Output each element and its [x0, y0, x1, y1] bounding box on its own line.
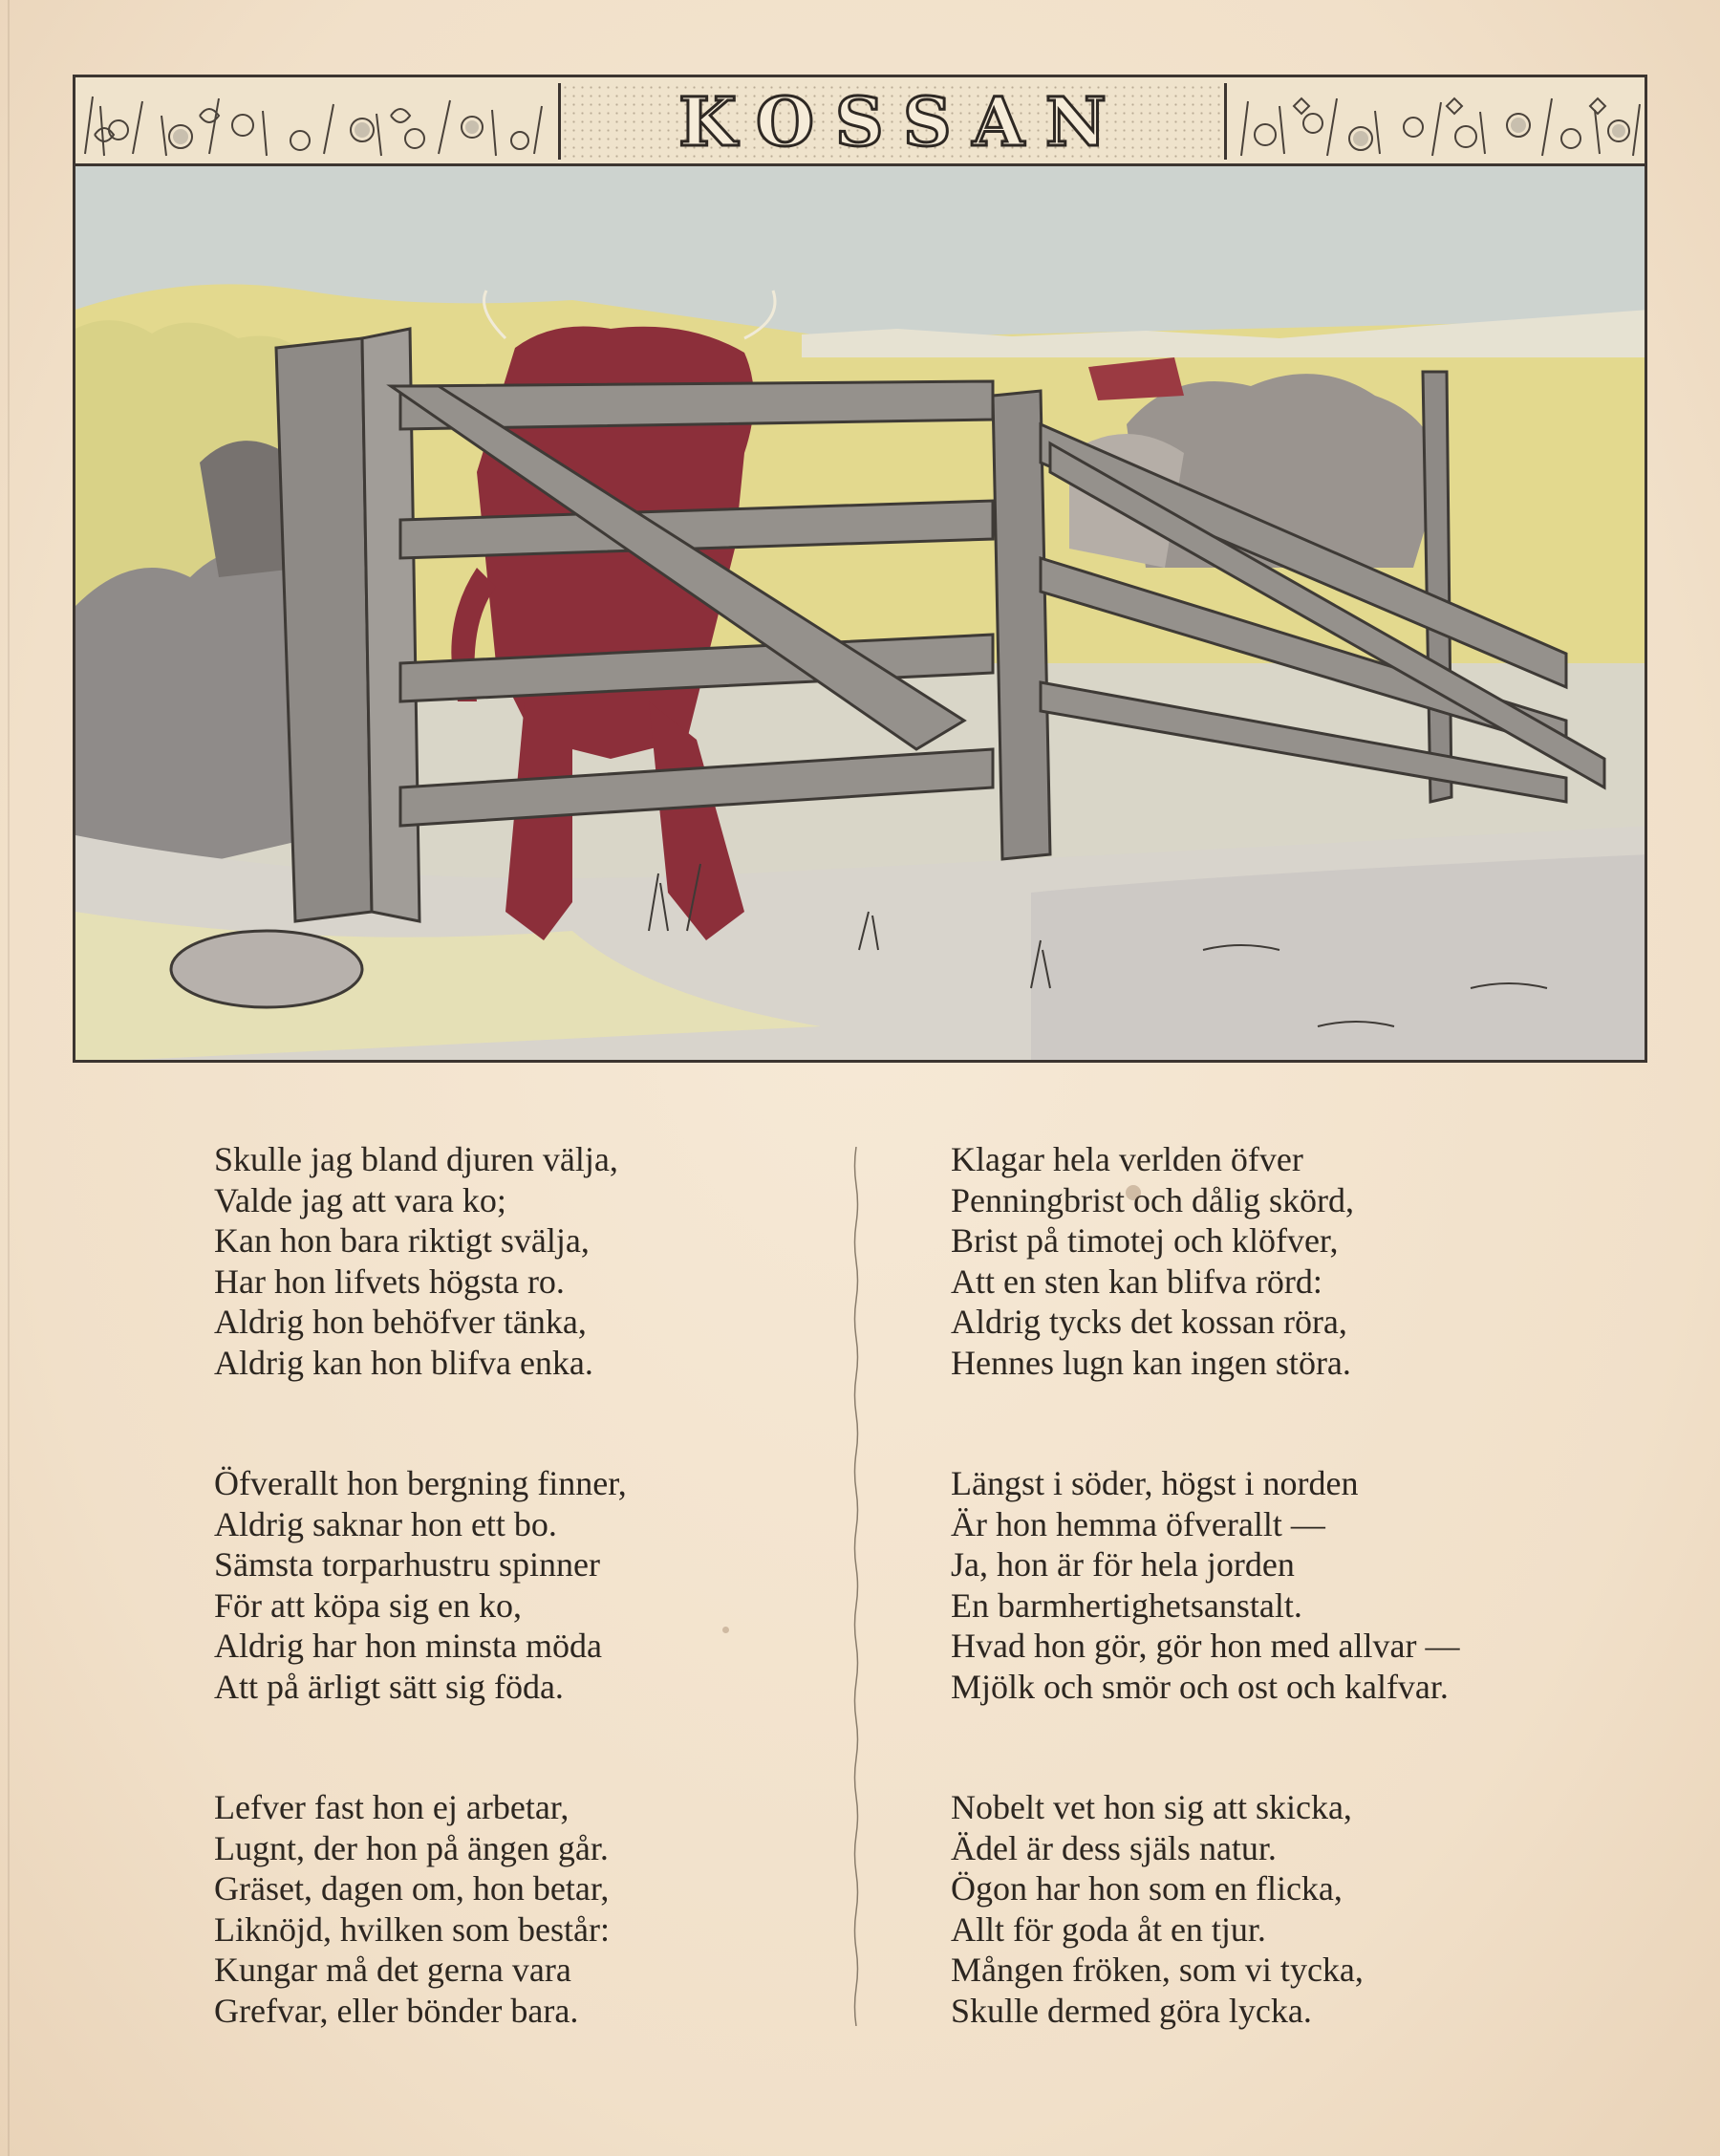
poem-line: Aldrig hon behöfver tänka, [214, 1303, 587, 1341]
poem-line: Skulle jag bland djuren välja, [214, 1140, 618, 1178]
stanza [214, 1139, 627, 1383]
poem-line: Sämsta torparhustru spinner [214, 1545, 600, 1584]
poem-line: Grefvar, eller bönder bara. [214, 1991, 579, 2030]
poem-line: Aldrig saknar hon ett bo. [214, 1504, 557, 1543]
poem-line: Skulle dermed göra lycka. [951, 1991, 1312, 2030]
poem-line: Aldrig kan hon blifva enka. [214, 1343, 593, 1382]
poem-line: Gräset, dagen om, hon betar, [214, 1869, 610, 1908]
poem-line: Aldrig har hon minsta möda [214, 1627, 602, 1665]
poem-column-left [214, 1139, 627, 2031]
flower-border-left [75, 77, 558, 163]
ink-smudge [1126, 1185, 1141, 1200]
poem-line: Mjölk och smör och ost och kalfvar. [951, 1667, 1449, 1706]
illustration-art [75, 166, 1647, 1063]
poem-line: Kungar må det gerna vara [214, 1951, 571, 1989]
stanza [951, 1139, 1459, 1383]
poem-line: Ädel är dess själs natur. [951, 1828, 1277, 1867]
poem-line: Aldrig tycks det kossan röra, [951, 1303, 1347, 1341]
poem-line: Lugnt, der hon på ängen går. [214, 1828, 609, 1867]
poem-line: Ja, hon är för hela jorden [951, 1545, 1295, 1584]
poem-line: Hvad hon gör, gör hon med allvar — [951, 1627, 1460, 1665]
poem-line: Lefver fast hon ej arbetar, [214, 1788, 570, 1826]
flower-border-right [1227, 77, 1647, 163]
poem-line: Nobelt vet hon sig att skicka, [951, 1788, 1352, 1826]
poem-line: Att på ärligt sätt sig föda. [214, 1667, 564, 1706]
stanza [214, 1787, 627, 2031]
poem-line: Brist på timotej och klöfver, [951, 1221, 1339, 1260]
poem-line: Har hon lifvets högsta ro. [214, 1261, 565, 1301]
ink-smudge [722, 1627, 729, 1633]
column-divider [853, 1147, 859, 2026]
title-text: KOSSAN [678, 81, 1128, 162]
stanza [214, 1463, 627, 1707]
poem-line: Klagar hela verlden öfver [951, 1140, 1303, 1178]
poem-line: Ögon har hon som en flicka, [951, 1869, 1343, 1908]
poem-line: Mången fröken, som vi tycka, [951, 1951, 1364, 1989]
poem-line: Att en sten kan blifva rörd: [951, 1261, 1322, 1301]
poem-column-right [951, 1139, 1459, 2031]
poem-line: Liknöjd, hvilken som består: [214, 1909, 610, 1949]
poem-line: En barmhertighetsanstalt. [951, 1585, 1302, 1625]
poem-line: Hennes lugn kan ingen störa. [951, 1343, 1351, 1382]
cow-illustration [73, 166, 1647, 1063]
page-gutter [8, 0, 10, 2156]
header-band [73, 75, 1647, 166]
poem-line: Är hon hemma öfverallt — [951, 1504, 1325, 1543]
stanza [951, 1463, 1459, 1707]
poem-line: Valde jag att vara ko; [214, 1180, 506, 1219]
poem-line: Allt för goda åt en tjur. [951, 1909, 1266, 1949]
page-title [558, 83, 1227, 160]
poem-line: För att köpa sig en ko, [214, 1585, 522, 1625]
poem-line: Penningbrist och dålig skörd, [951, 1180, 1354, 1219]
poem-line: Öfverallt hon bergning finner, [214, 1464, 627, 1502]
poem-line: Längst i söder, högst i norden [951, 1464, 1359, 1502]
stanza [951, 1787, 1459, 2031]
poem-line: Kan hon bara riktigt svälja, [214, 1221, 590, 1260]
